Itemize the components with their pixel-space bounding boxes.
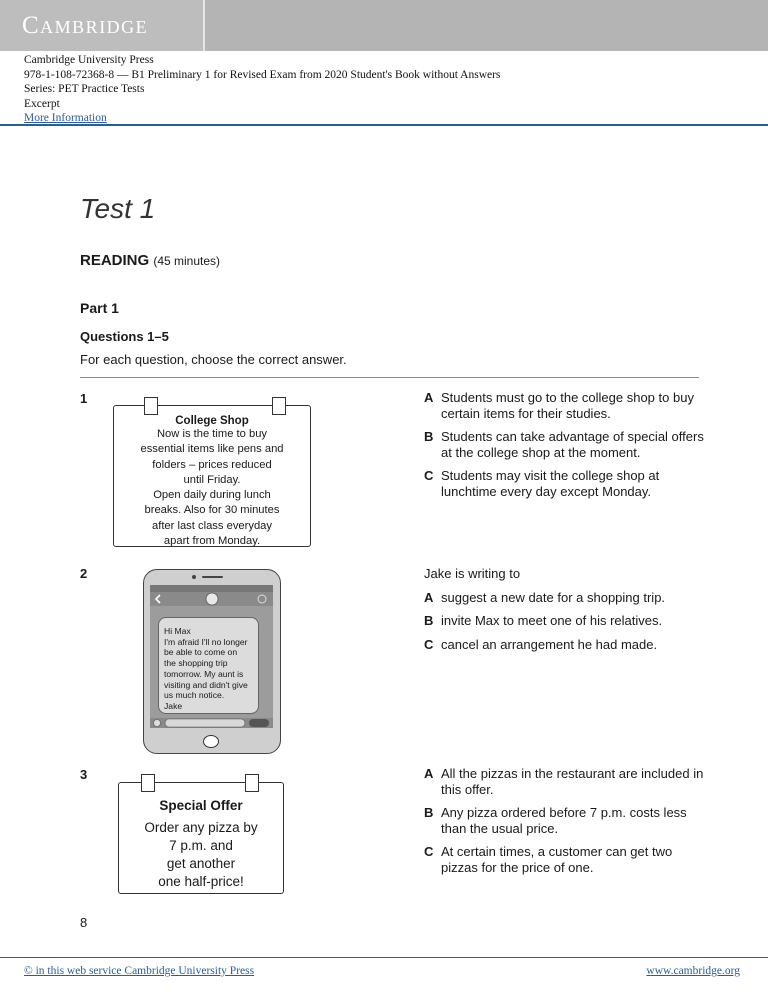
message-line: tomorrow. My aunt is xyxy=(164,668,244,679)
test-title: Test 1 xyxy=(80,193,156,224)
question-1-options xyxy=(424,390,709,507)
notice-line: Now is the time to buy xyxy=(156,428,268,440)
option-text: At certain times, a customer can get two pizzas for the price of one. xyxy=(441,844,673,875)
option-b[interactable] xyxy=(424,429,709,460)
question-2-options xyxy=(424,566,709,660)
notice-line: Order any pizza by xyxy=(144,820,258,835)
notice-line: folders – prices reduced xyxy=(152,458,272,471)
option-a[interactable] xyxy=(424,766,709,797)
reading-heading xyxy=(80,252,220,269)
question-number-2: 2 xyxy=(80,566,88,581)
pin-icon xyxy=(141,774,155,792)
notice-title: College Shop xyxy=(175,415,249,427)
reading-label: READING xyxy=(80,252,150,269)
cambridge-site-link[interactable]: www.cambridge.org xyxy=(646,965,740,977)
question-stem: Jake is writing to xyxy=(424,566,521,581)
instruction: For each question, choose the correct answer. xyxy=(80,352,347,367)
part-heading: Part 1 xyxy=(80,300,119,316)
option-c[interactable] xyxy=(424,637,709,653)
option-a[interactable] xyxy=(424,390,709,421)
notice-line: breaks. Also for 30 minutes xyxy=(144,504,280,517)
logo-text: Cambridge xyxy=(22,12,149,39)
pin-icon xyxy=(245,774,259,792)
isbn-line: 978-1-108-72368-8 — B1 Preliminary 1 for Revised Exam from 2020 Student's Book without Answers xyxy=(24,68,501,81)
notice-line: after last class everyday xyxy=(151,519,272,532)
excerpt-label: Excerpt xyxy=(24,97,60,110)
option-letter: C xyxy=(424,468,434,483)
message-bubble xyxy=(158,617,259,714)
questions-heading: Questions 1–5 xyxy=(80,329,169,344)
speaker-icon xyxy=(202,576,223,578)
option-text: cancel an arrangement he had made. xyxy=(441,636,658,652)
option-letter: B xyxy=(424,429,434,444)
camera-icon xyxy=(192,575,196,579)
phone-illustration xyxy=(143,569,281,754)
notice-body xyxy=(114,427,310,549)
option-text: Students may visit the college shop at lunchtime every day except Monday. xyxy=(441,468,660,499)
message-line: Jake xyxy=(164,700,183,711)
question-3-options xyxy=(424,766,709,883)
option-letter: B xyxy=(424,613,434,628)
college-shop-notice xyxy=(113,405,311,547)
copyright-link[interactable]: © in this web service Cambridge University Press xyxy=(24,965,255,977)
header-divider xyxy=(0,124,768,126)
option-text: invite Max to meet one of his relatives. xyxy=(441,613,663,628)
option-text: suggest a new date for a shopping trip. xyxy=(441,589,666,605)
message-line: be able to come on xyxy=(164,647,238,658)
notice-line: until Friday. xyxy=(183,473,241,486)
book-metadata xyxy=(24,53,500,126)
option-c[interactable] xyxy=(424,468,709,499)
pin-icon xyxy=(144,397,158,415)
notice-line: Open daily during lunch xyxy=(153,489,271,502)
section-divider xyxy=(80,377,699,378)
option-letter: B xyxy=(424,805,434,820)
option-letter: C xyxy=(424,636,434,652)
option-b[interactable] xyxy=(424,805,709,836)
more-information-link[interactable]: More Information xyxy=(24,112,107,125)
page-number: 8 xyxy=(80,915,88,930)
option-a[interactable] xyxy=(424,590,709,606)
option-text: All the pizzas in the restaurant are included in this offer. xyxy=(441,766,704,797)
option-text: Students can take advantage of special offers at the college shop at the moment. xyxy=(441,429,704,460)
option-text: Any pizza ordered before 7 p.m. costs less than the usual price. xyxy=(441,805,687,836)
series: Series: PET Practice Tests xyxy=(24,83,145,96)
message-line: visiting and didn't give xyxy=(164,679,248,690)
home-button-icon xyxy=(203,735,219,748)
option-text: Students must go to the college shop to buy certain items for their studies. xyxy=(441,390,694,421)
option-letter: A xyxy=(424,390,434,405)
message-line: the shopping trip xyxy=(164,658,228,669)
notice-title: Special Offer xyxy=(159,798,243,813)
notice-body xyxy=(119,819,283,891)
cambridge-logo xyxy=(0,0,205,51)
notice-line: apart from Monday. xyxy=(163,535,261,548)
option-b[interactable] xyxy=(424,613,709,629)
reading-time: (45 minutes) xyxy=(153,254,221,268)
option-c[interactable] xyxy=(424,844,709,875)
option-letter: C xyxy=(424,844,434,859)
option-letter: A xyxy=(424,589,434,605)
message-line: Hi Max xyxy=(164,626,191,636)
notice-line: get another xyxy=(166,856,236,871)
phone-screen xyxy=(150,585,273,728)
message-line: us much notice. xyxy=(164,690,225,701)
notice-line: one half-price! xyxy=(158,874,244,889)
notice-line: 7 p.m. and xyxy=(169,838,233,853)
publisher: Cambridge University Press xyxy=(24,54,154,66)
question-number-3: 3 xyxy=(80,767,88,782)
header-banner xyxy=(0,0,768,51)
footer-divider xyxy=(0,957,768,958)
pin-icon xyxy=(272,397,286,415)
option-letter: A xyxy=(424,766,434,781)
message-line: I'm afraid I'll no longer xyxy=(164,636,248,647)
notice-line: essential items like pens and xyxy=(140,443,284,456)
question-number-1: 1 xyxy=(80,391,88,406)
special-offer-notice xyxy=(118,782,284,894)
